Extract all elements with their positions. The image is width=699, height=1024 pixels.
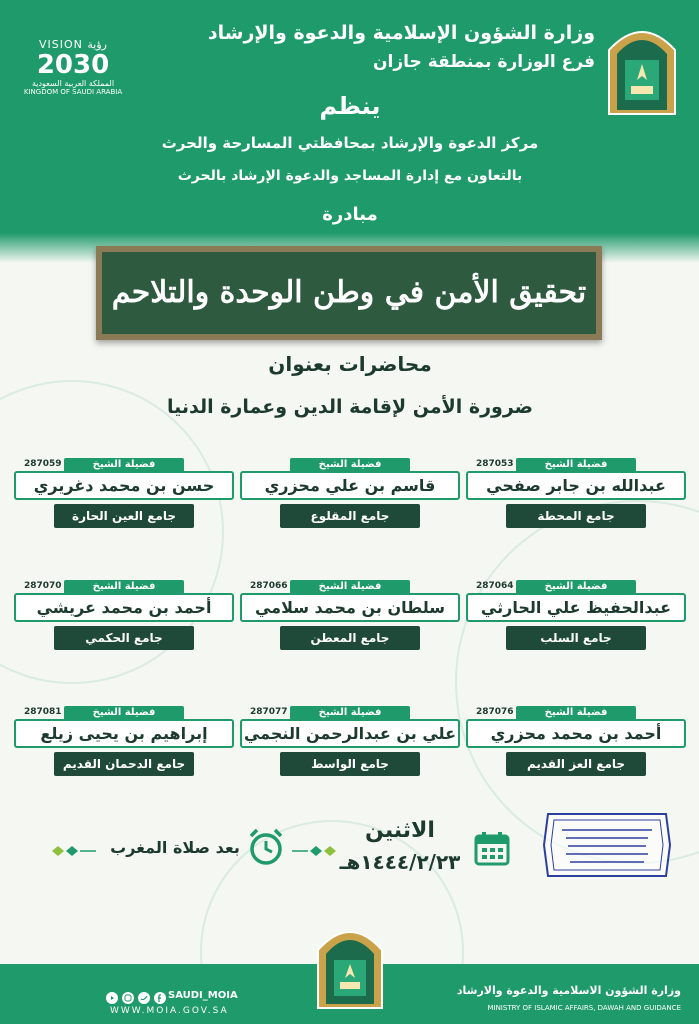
branch-name: فرع الوزارة بمنطقة جازان (373, 52, 595, 72)
mosque-name: جامع المعطن (280, 626, 420, 650)
facebook-icon (154, 992, 166, 1004)
event-date: ١٤٤٤/٢/٢٣هـ (339, 850, 461, 874)
ornament-icon (292, 844, 338, 858)
speaker-id: 287077 (250, 707, 288, 717)
footer-ministry-en: MINISTRY OF ISLAMIC AFFAIRS, DAWAH AND GUIDANCE (487, 1004, 681, 1012)
ministry-logo-icon (603, 20, 681, 116)
vision-2030-logo (18, 38, 128, 114)
vision-kingdom-en: KINGDOM OF SAUDI ARABIA (23, 88, 123, 96)
speaker-name: إبراهيم بن يحيى زيلع (14, 719, 234, 748)
speaker-id: 287059 (24, 459, 62, 469)
mosque-name: جامع الواسط (280, 752, 420, 776)
speaker-name: عبدالله بن جابر صفحي (466, 471, 686, 500)
mosque-name: جامع العين الحارة (54, 504, 194, 528)
speaker-title: فضيلة الشيخ (290, 706, 410, 720)
footer-ministry-ar: وزارة الشؤون الاسلامية والدعوة والارشاد (456, 984, 681, 997)
cooperation-text: بالتعاون مع إدارة المساجد والدعوة الإرشاد بالحرث (177, 168, 523, 184)
speaker-name: أحمد بن محمد محزري (466, 719, 686, 748)
alarm-clock-icon (248, 828, 284, 866)
speaker-name: أحمد بن محمد عريشي (14, 593, 234, 622)
instagram-icon (122, 992, 134, 1004)
youtube-icon (106, 992, 118, 1004)
speaker-card (240, 458, 460, 540)
banner-text: تحقيق الأمن في وطن الوحدة والتلاحم (111, 275, 587, 310)
speaker-title: فضيلة الشيخ (290, 580, 410, 594)
mosque-name: جامع السلب (506, 626, 646, 650)
speaker-card (240, 706, 460, 788)
speaker-title: فضيلة الشيخ (290, 458, 410, 472)
social-handle: SAUDI_MOIA (168, 990, 238, 1001)
speaker-name: سلطان بن محمد سلامي (240, 593, 460, 622)
speaker-title: فضيلة الشيخ (516, 580, 636, 594)
speaker-id: 287066 (250, 581, 288, 591)
speaker-title: فضيلة الشيخ (516, 458, 636, 472)
center-name: مركز الدعوة والإرشاد بمحافظتي المسارحة والحرث (161, 134, 539, 152)
speaker-id: 287081 (24, 707, 62, 717)
vision-year: 2030 (36, 50, 110, 80)
speaker-id: 287076 (476, 707, 514, 717)
speaker-name: عبدالحفيظ علي الحارثي (466, 593, 686, 622)
speaker-card (240, 580, 460, 662)
speaker-card (466, 706, 686, 788)
speaker-card (14, 580, 234, 662)
speaker-id: 287070 (24, 581, 62, 591)
vision-kingdom-ar: المملكة العربية السعودية (31, 79, 115, 88)
speaker-name: قاسم بن علي محزري (240, 471, 460, 500)
speaker-name: علي بن عبدالرحمن النجمي (240, 719, 460, 748)
speaker-id: 287053 (476, 459, 514, 469)
speaker-card (14, 458, 234, 540)
speaker-name: حسن بن محمد دغريري (14, 471, 234, 500)
official-stamp-icon (538, 808, 676, 882)
organizes-label: ينظم (319, 92, 381, 120)
speaker-id: 287064 (476, 581, 514, 591)
mosque-name: جامع الحكمي (54, 626, 194, 650)
mosque-name: جامع العز القديم (506, 752, 646, 776)
initiative-label: مبادرة (322, 204, 378, 225)
ministry-name: وزارة الشؤون الإسلامية والدعوة والإرشاد (207, 22, 595, 44)
speaker-title: فضيلة الشيخ (516, 706, 636, 720)
twitter-icon (138, 992, 150, 1004)
speaker-card (14, 706, 234, 788)
mosque-name: جامع الدحمان القديم (54, 752, 194, 776)
mosque-name: جامع المحطة (506, 504, 646, 528)
speaker-card (466, 458, 686, 540)
vision-label: VISION رؤية (39, 38, 107, 51)
speaker-title: فضيلة الشيخ (64, 458, 184, 472)
event-day: الاثنين (365, 818, 435, 843)
lectures-label: محاضرات بعنوان (268, 352, 432, 376)
calendar-icon (474, 830, 510, 866)
event-time: بعد صلاة المغرب (110, 838, 240, 857)
speaker-title: فضيلة الشيخ (64, 706, 184, 720)
website-url: WWW.MOIA.GOV.SA (110, 1006, 229, 1016)
initiative-banner (96, 246, 602, 340)
lecture-topic: ضرورة الأمن لإقامة الدين وعمارة الدنيا (166, 396, 534, 418)
mosque-name: جامع المقلوع (280, 504, 420, 528)
speaker-title: فضيلة الشيخ (64, 580, 184, 594)
ornament-icon (50, 844, 96, 858)
ministry-logo-icon (314, 920, 386, 1010)
speaker-card (466, 580, 686, 662)
